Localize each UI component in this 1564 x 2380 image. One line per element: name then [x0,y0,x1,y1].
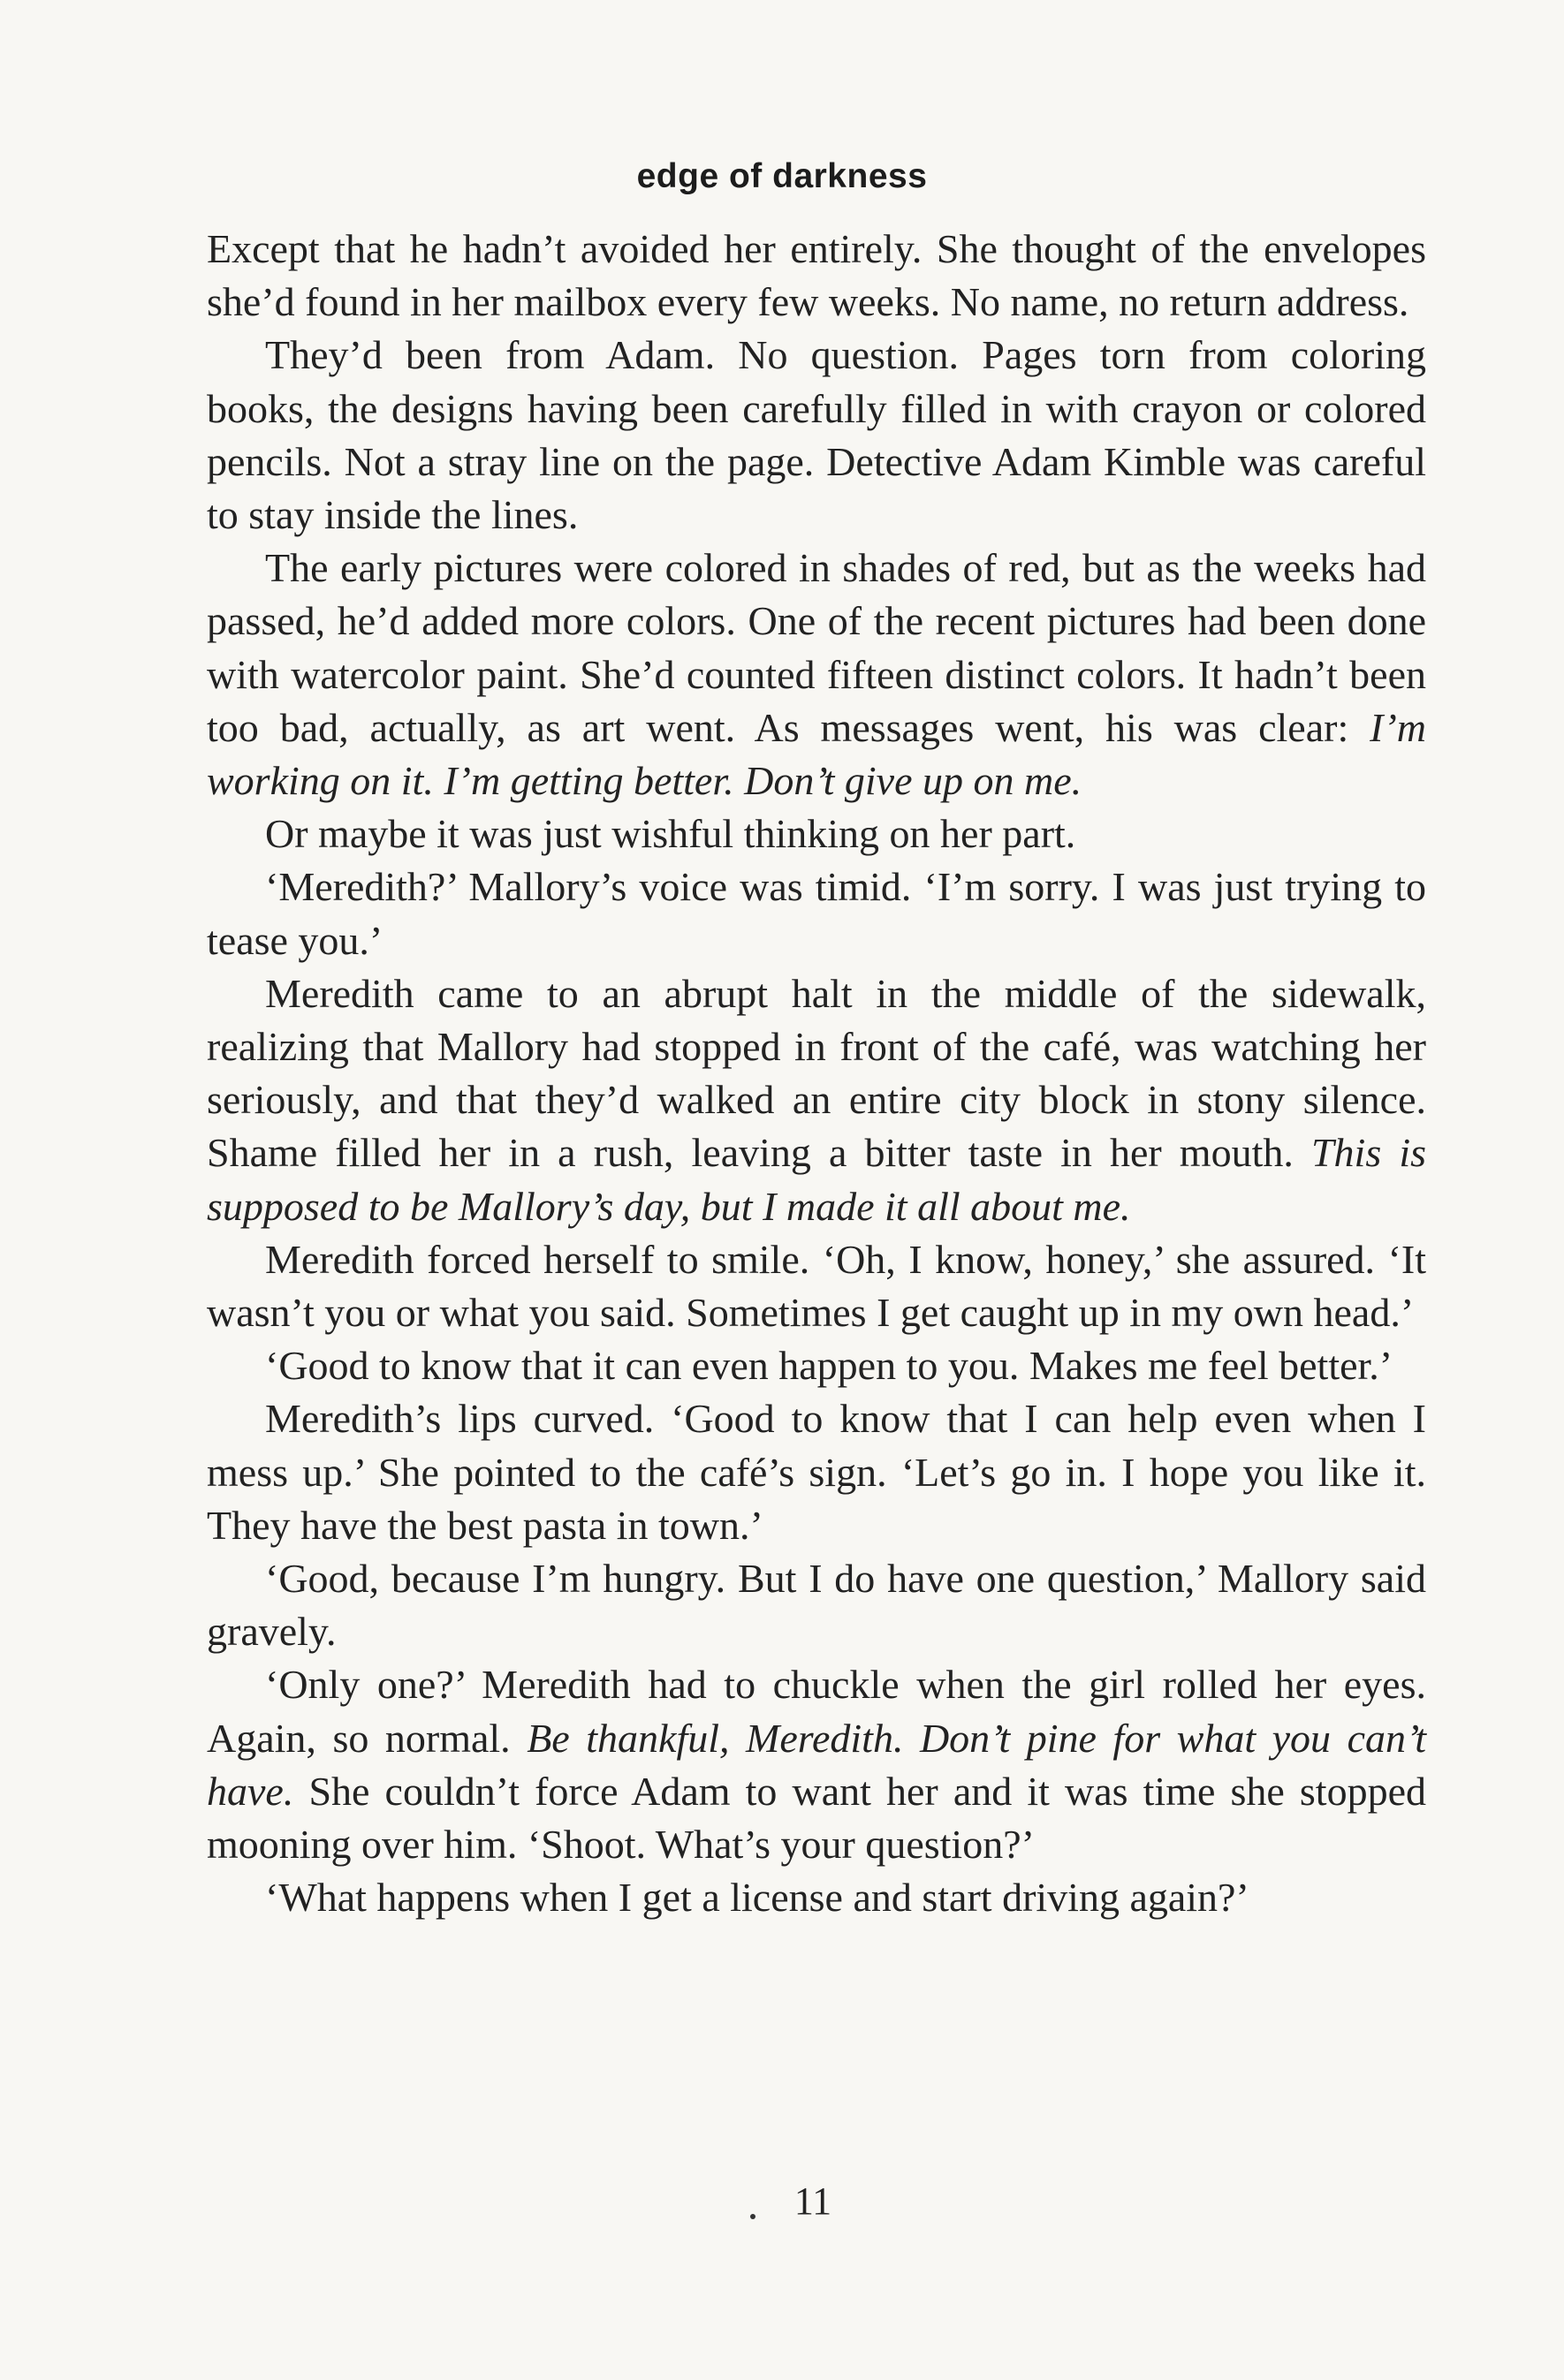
paragraph-5: ‘Meredith?’ Mallory’s voice was timid. ‘I’m sorry. I was just trying to tease you.’ [207,864,1426,963]
paragraph-7: Meredith forced herself to smile. ‘Oh, I know, honey,’ she assured. ‘It wasn’t you or what you said. Sometimes I get caught up in my own head.’ [207,1236,1426,1336]
paragraph-4: Or maybe it was just wishful thinking on her part. [265,811,1076,857]
paragraph-1: Except that he hadn’t avoided her entirely. She thought of the envelopes she’d found in her mailbox every few weeks. No name, no return address. [207,226,1426,325]
paragraph-2: They’d been from Adam. No question. Pages torn from coloring books, the designs having been carefully filled in with crayon or colored pencils. Not a stray line on the page. Detective Adam Kimble was careful to stay inside the lines. [207,332,1426,538]
paragraph-6: Meredith came to an abrupt halt in the middle of the sidewalk, realizing that Mallory had stopped in front of the café, was watching her seriously, and that they’d walked an entire city block in stony silence. Shame filled her in a rush, leaving a bitter taste in her mouth. This is supposed to be Mallory’s day, but I made it all about me. [207,970,1426,1229]
italic-thought: Be thankful, Meredith. Don’t pine for what you can’t have. [207,1715,1426,1814]
paragraph-10: ‘Good, because I’m hungry. But I do have one question,’ Mallory said gravely. [207,1556,1426,1655]
body-text [207,223,1426,1925]
running-head: edge of darkness [636,157,928,195]
italic-thought: I’m working on it. I’m getting better. Don’t give up on me. [207,704,1426,804]
italic-thought: This is supposed to be Mallory’s day, but I made it all about me. [207,1130,1426,1229]
paragraph-9: Meredith’s lips curved. ‘Good to know that I can help even when I mess up.’ She pointed to the café’s sign. ‘Let’s go in. I hope you like it. They have the best pasta in town.’ [207,1396,1426,1548]
paragraph-12: ‘What happens when I get a license and start driving again?’ [265,1875,1249,1921]
paragraph-3: The early pictures were colored in shades of red, but as the weeks had passed, he’d added more colors. One of the recent pictures had been done with watercolor paint. She’d counted fifteen distinct colors. It hadn’t been too bad, actually, as art went. As messages went, his was clear: I’m working on it. I’m getting better. Don’t give up on me. [207,545,1426,804]
paragraph-8: ‘Good to know that it can even happen to you. Makes me feel better.’ [265,1343,1393,1389]
paragraph-11: ‘Only one?’ Meredith had to chuckle when the girl rolled her eyes. Again, so normal. Be thankful, Meredith. Don’t pine for what you can’t have. She couldn’t force Adam to want her and it was time she stopped mooning over him. ‘Shoot. What’s your question?’ [207,1662,1426,1868]
ink-speck [750,2214,755,2219]
page-number: 11 [793,2179,832,2223]
